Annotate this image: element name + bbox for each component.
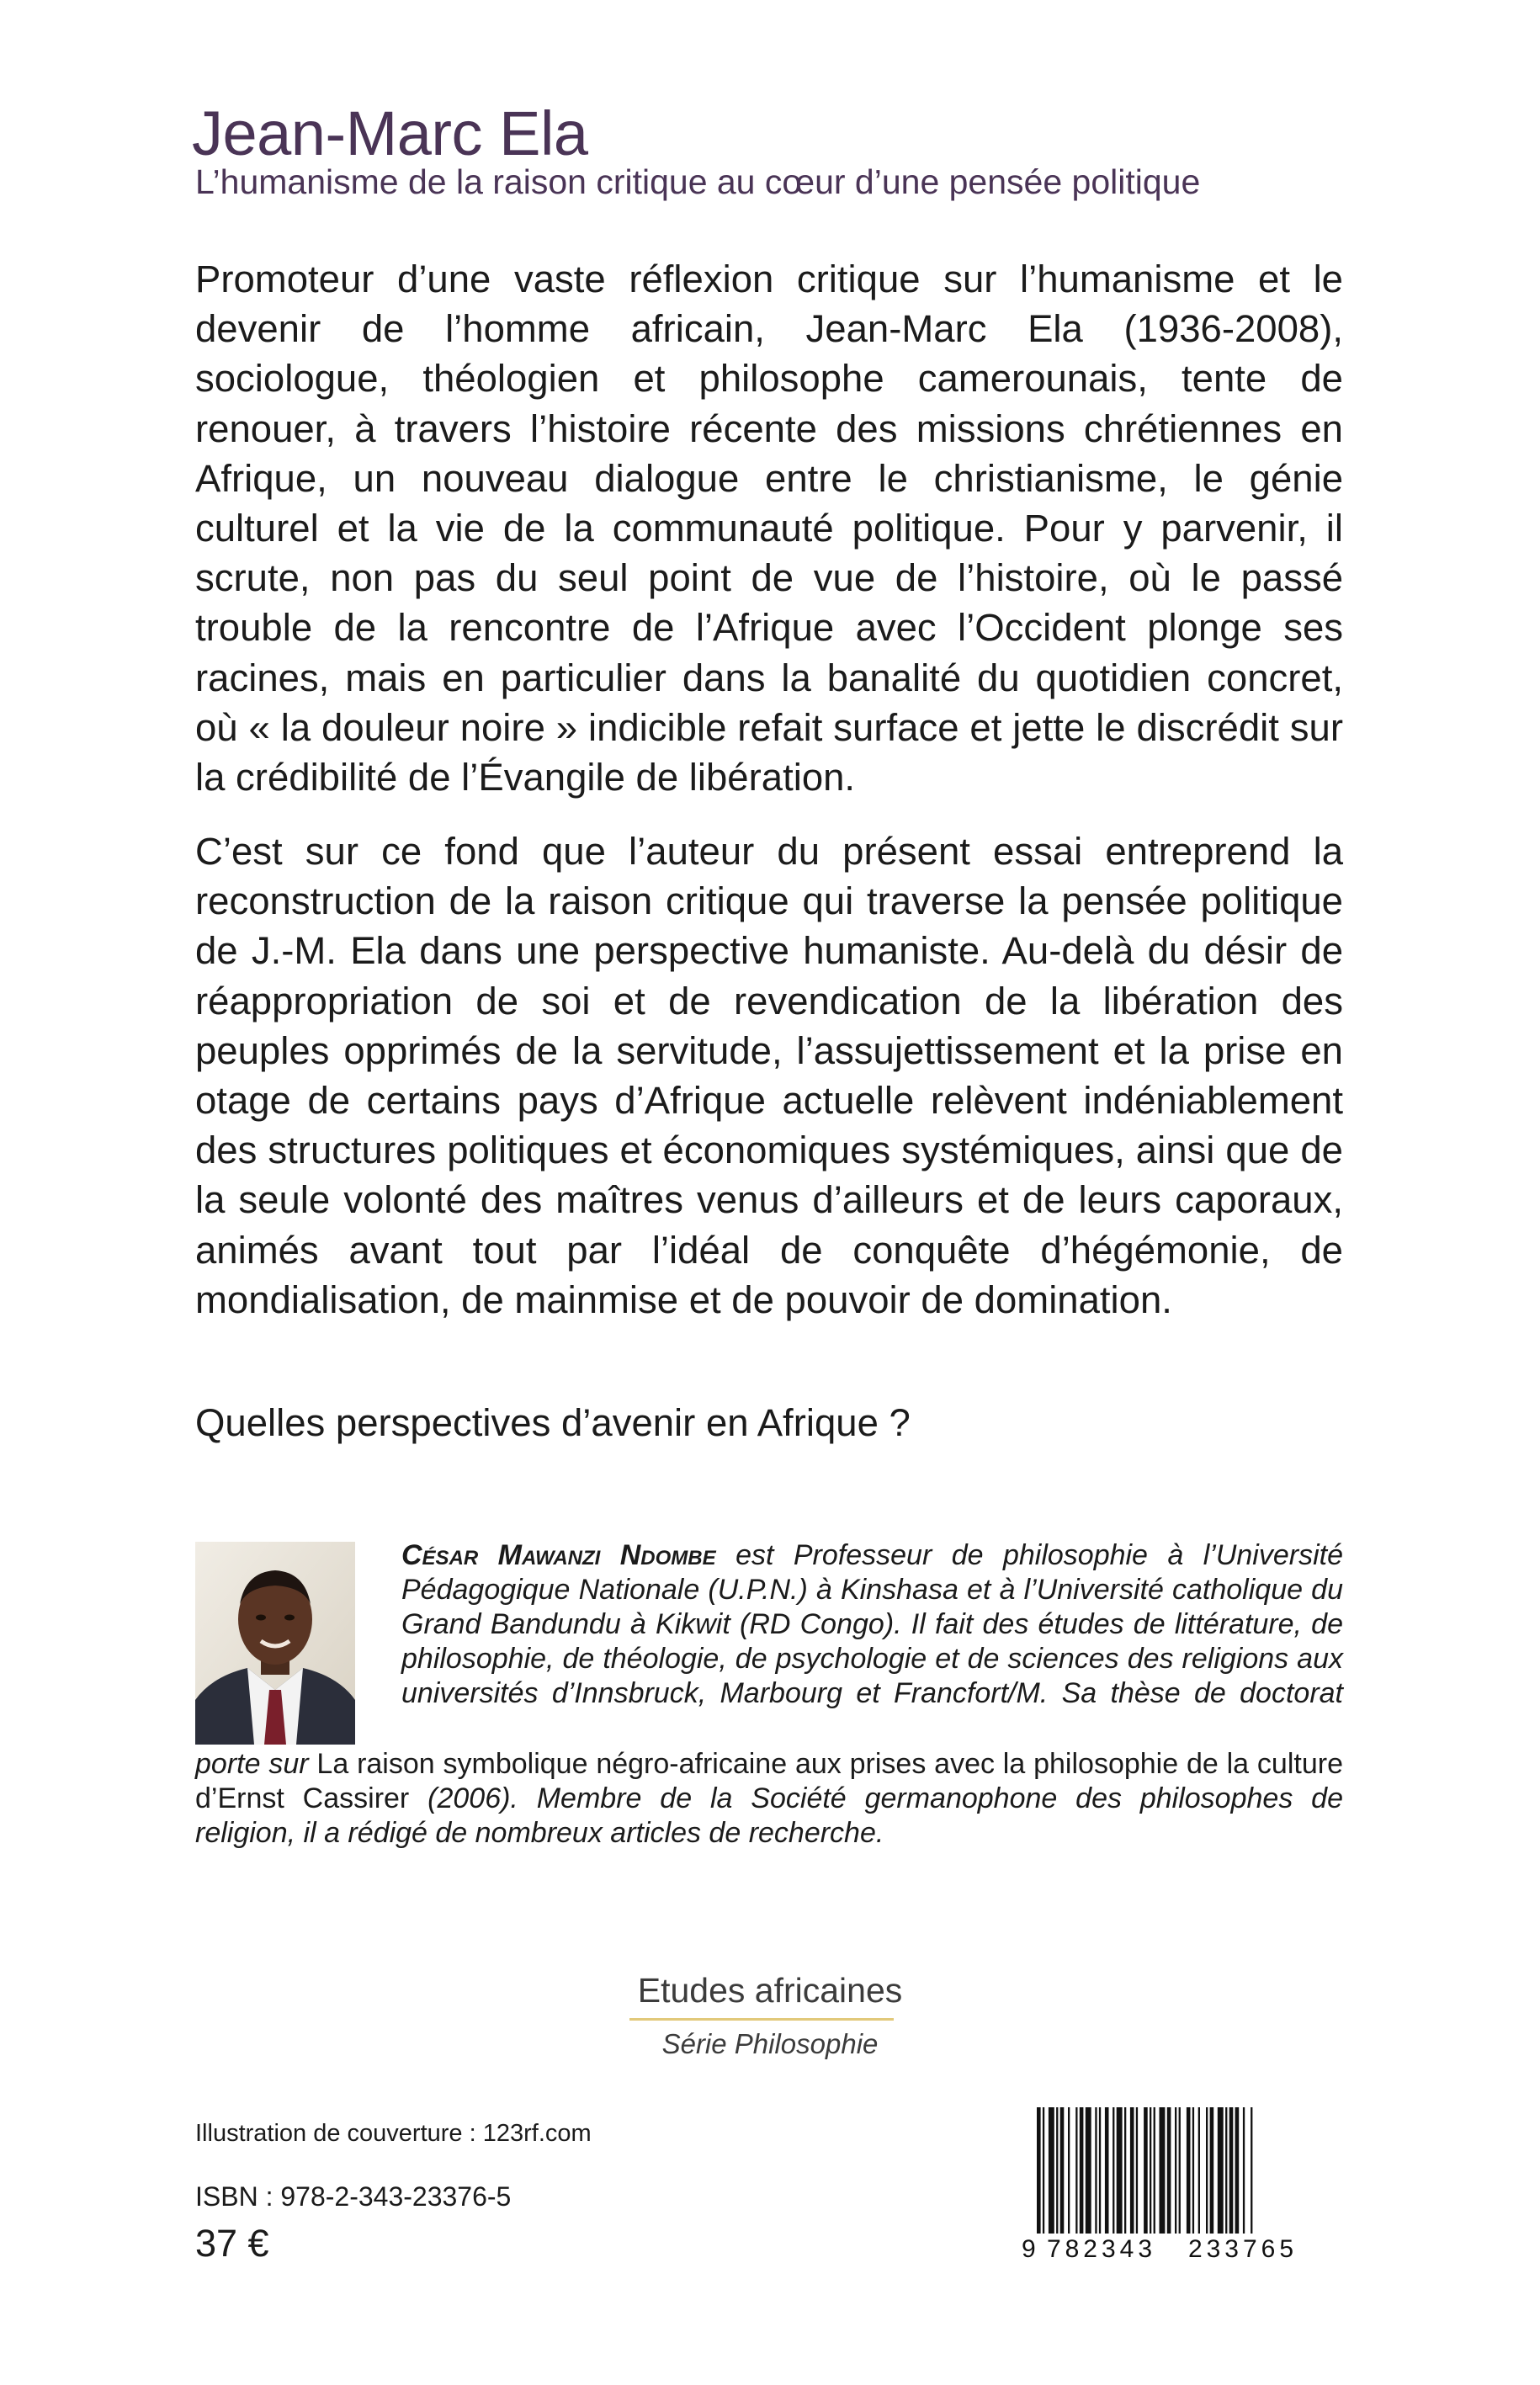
price: 37 € [195, 2222, 269, 2265]
barcode-bars [1037, 2107, 1252, 2255]
author-bio-text: est Professeur de philosophie à l’Université Pédagogique Nationale (U.P.N.) à Kinshasa et à l’Université catholique du Grand Bandundu à Kikwit (RD Congo). Il fait des études de littérature, de philosophie, de théologie, de psychologie et de sciences des religions aux universités d’Innsbruck, Marbourg et Francfort/M. Sa thèse de doctorat [401, 1539, 1343, 1709]
author-surname: Mawanzi Ndombe [497, 1539, 716, 1571]
book-title: Jean-Marc Ela [192, 98, 588, 168]
barcode-bar [1229, 2107, 1234, 2234]
barcode-bar [1075, 2107, 1077, 2234]
summary-question: Quelles perspectives d’avenir en Afrique ? [195, 1401, 911, 1444]
barcode-bar [1175, 2107, 1176, 2234]
summary-paragraph: Promoteur d’une vaste réflexion critique sur l’humanisme et le devenir de l’homme africain, Jean-Marc Ela (1936-2008), sociologue, théologien et philosophe camerounais, tente de renouer, à travers l’histoire récente des missions chrétiennes en Afrique, un nouveau dialogue entre le christianisme, le génie culturel et la vie de la communauté politique. Pour y parvenir, il scrute, non pas du seul point de vue de l’histoire, où le passé trouble de la rencontre de l’Afrique avec l’Occident plonge ses racines, mais en particulier dans la banalité du quotidien concret, où « la douleur noire » indicible refait surface et jette le discrédit sur la crédibilité de l’Évangile de libération. [195, 258, 1343, 799]
barcode-bar [1167, 2107, 1171, 2234]
barcode-bar [1124, 2107, 1126, 2234]
barcode-bar [1049, 2107, 1054, 2234]
barcode-bar [1243, 2107, 1245, 2234]
barcode-bar [1160, 2107, 1166, 2234]
barcode-bar [1068, 2107, 1070, 2234]
isbn: ISBN : 978-2-343-23376-5 [195, 2181, 512, 2212]
author-photo [195, 1542, 355, 1745]
thesis-title: La raison symbolique négro-africaine aux prises avec la philosophie de la culture d’Ernst Cassirer [195, 1748, 1343, 1814]
barcode-bar [1218, 2107, 1224, 2234]
barcode-bar [1210, 2107, 1214, 2234]
barcode-bar [1179, 2107, 1181, 2234]
barcode-bar [1037, 2107, 1041, 2255]
barcode-digits-left: 782343 [1046, 2235, 1157, 2262]
barcode-bar [1144, 2107, 1148, 2255]
illustration-credit: Illustration de couverture : 123rf.com [195, 2120, 592, 2147]
author-bio-outro: (2006). Membre de la Société germanophone des philosophes de religion, il a rédigé de nombreux articles de recherche. [195, 1782, 1344, 1849]
barcode-bar [1099, 2107, 1101, 2234]
barcode-bar [1251, 2107, 1252, 2255]
author-bio-continued [195, 1747, 1343, 1851]
barcode [1018, 2107, 1330, 2262]
author-first-name: César [401, 1539, 479, 1571]
author-bio [401, 1538, 1343, 1711]
summary-paragraph: C’est sur ce fond que l’auteur du présent essai entreprend la reconstruction de la raison critique qui traverse la pensée politique de J.-M. Ela dans une perspective humaniste. Au-delà du désir de réappropriation de soi et de revendication de la libération des peuples opprimés de la servitude, l’assujettissement et la prise en otage de certains pays d’Afrique actuelle relèvent indéniablement des structures politiques et économiques systémiques, ainsi que de la seule volonté des maîtres venus d’ailleurs et de leurs caporaux, animés avant tout par l’idéal de conquête d’hégémonie, de mondialisation, de mainmise et de pouvoir de domination. [195, 830, 1343, 1321]
barcode-bar [1060, 2107, 1065, 2234]
barcode-bar [1187, 2107, 1191, 2234]
barcode-digits-right: 233765 [1187, 2235, 1298, 2262]
barcode-bar [1235, 2107, 1240, 2234]
barcode-bar [1056, 2107, 1058, 2234]
barcode-bar [1206, 2107, 1208, 2234]
series-divider [629, 2018, 894, 2021]
series-subseries: Série Philosophie [661, 2028, 879, 2059]
book-subtitle: L’humanisme de la raison critique au cœur d’une pensée politique [195, 162, 1201, 201]
barcode-bar [1198, 2107, 1200, 2234]
barcode-bar [1043, 2107, 1044, 2255]
barcode-bar [1150, 2107, 1151, 2255]
barcode-bar [1080, 2107, 1084, 2234]
barcode-bar [1192, 2107, 1194, 2234]
barcode-bar [1113, 2107, 1114, 2234]
barcode-bar [1130, 2107, 1134, 2234]
barcode-bar [1154, 2107, 1155, 2234]
series-name: Etudes africaines [637, 1971, 903, 2010]
author-portrait-image [195, 1542, 355, 1745]
barcode-bar [1225, 2107, 1227, 2234]
barcode-first-digit: 9 [1022, 2235, 1036, 2262]
barcode-bar [1136, 2107, 1138, 2234]
author-bio-lead: porte sur [195, 1748, 309, 1780]
barcode-bar [1095, 2107, 1097, 2234]
barcode-bar [1105, 2107, 1109, 2234]
barcode-bar [1117, 2107, 1123, 2234]
barcode-bar [1086, 2107, 1091, 2234]
